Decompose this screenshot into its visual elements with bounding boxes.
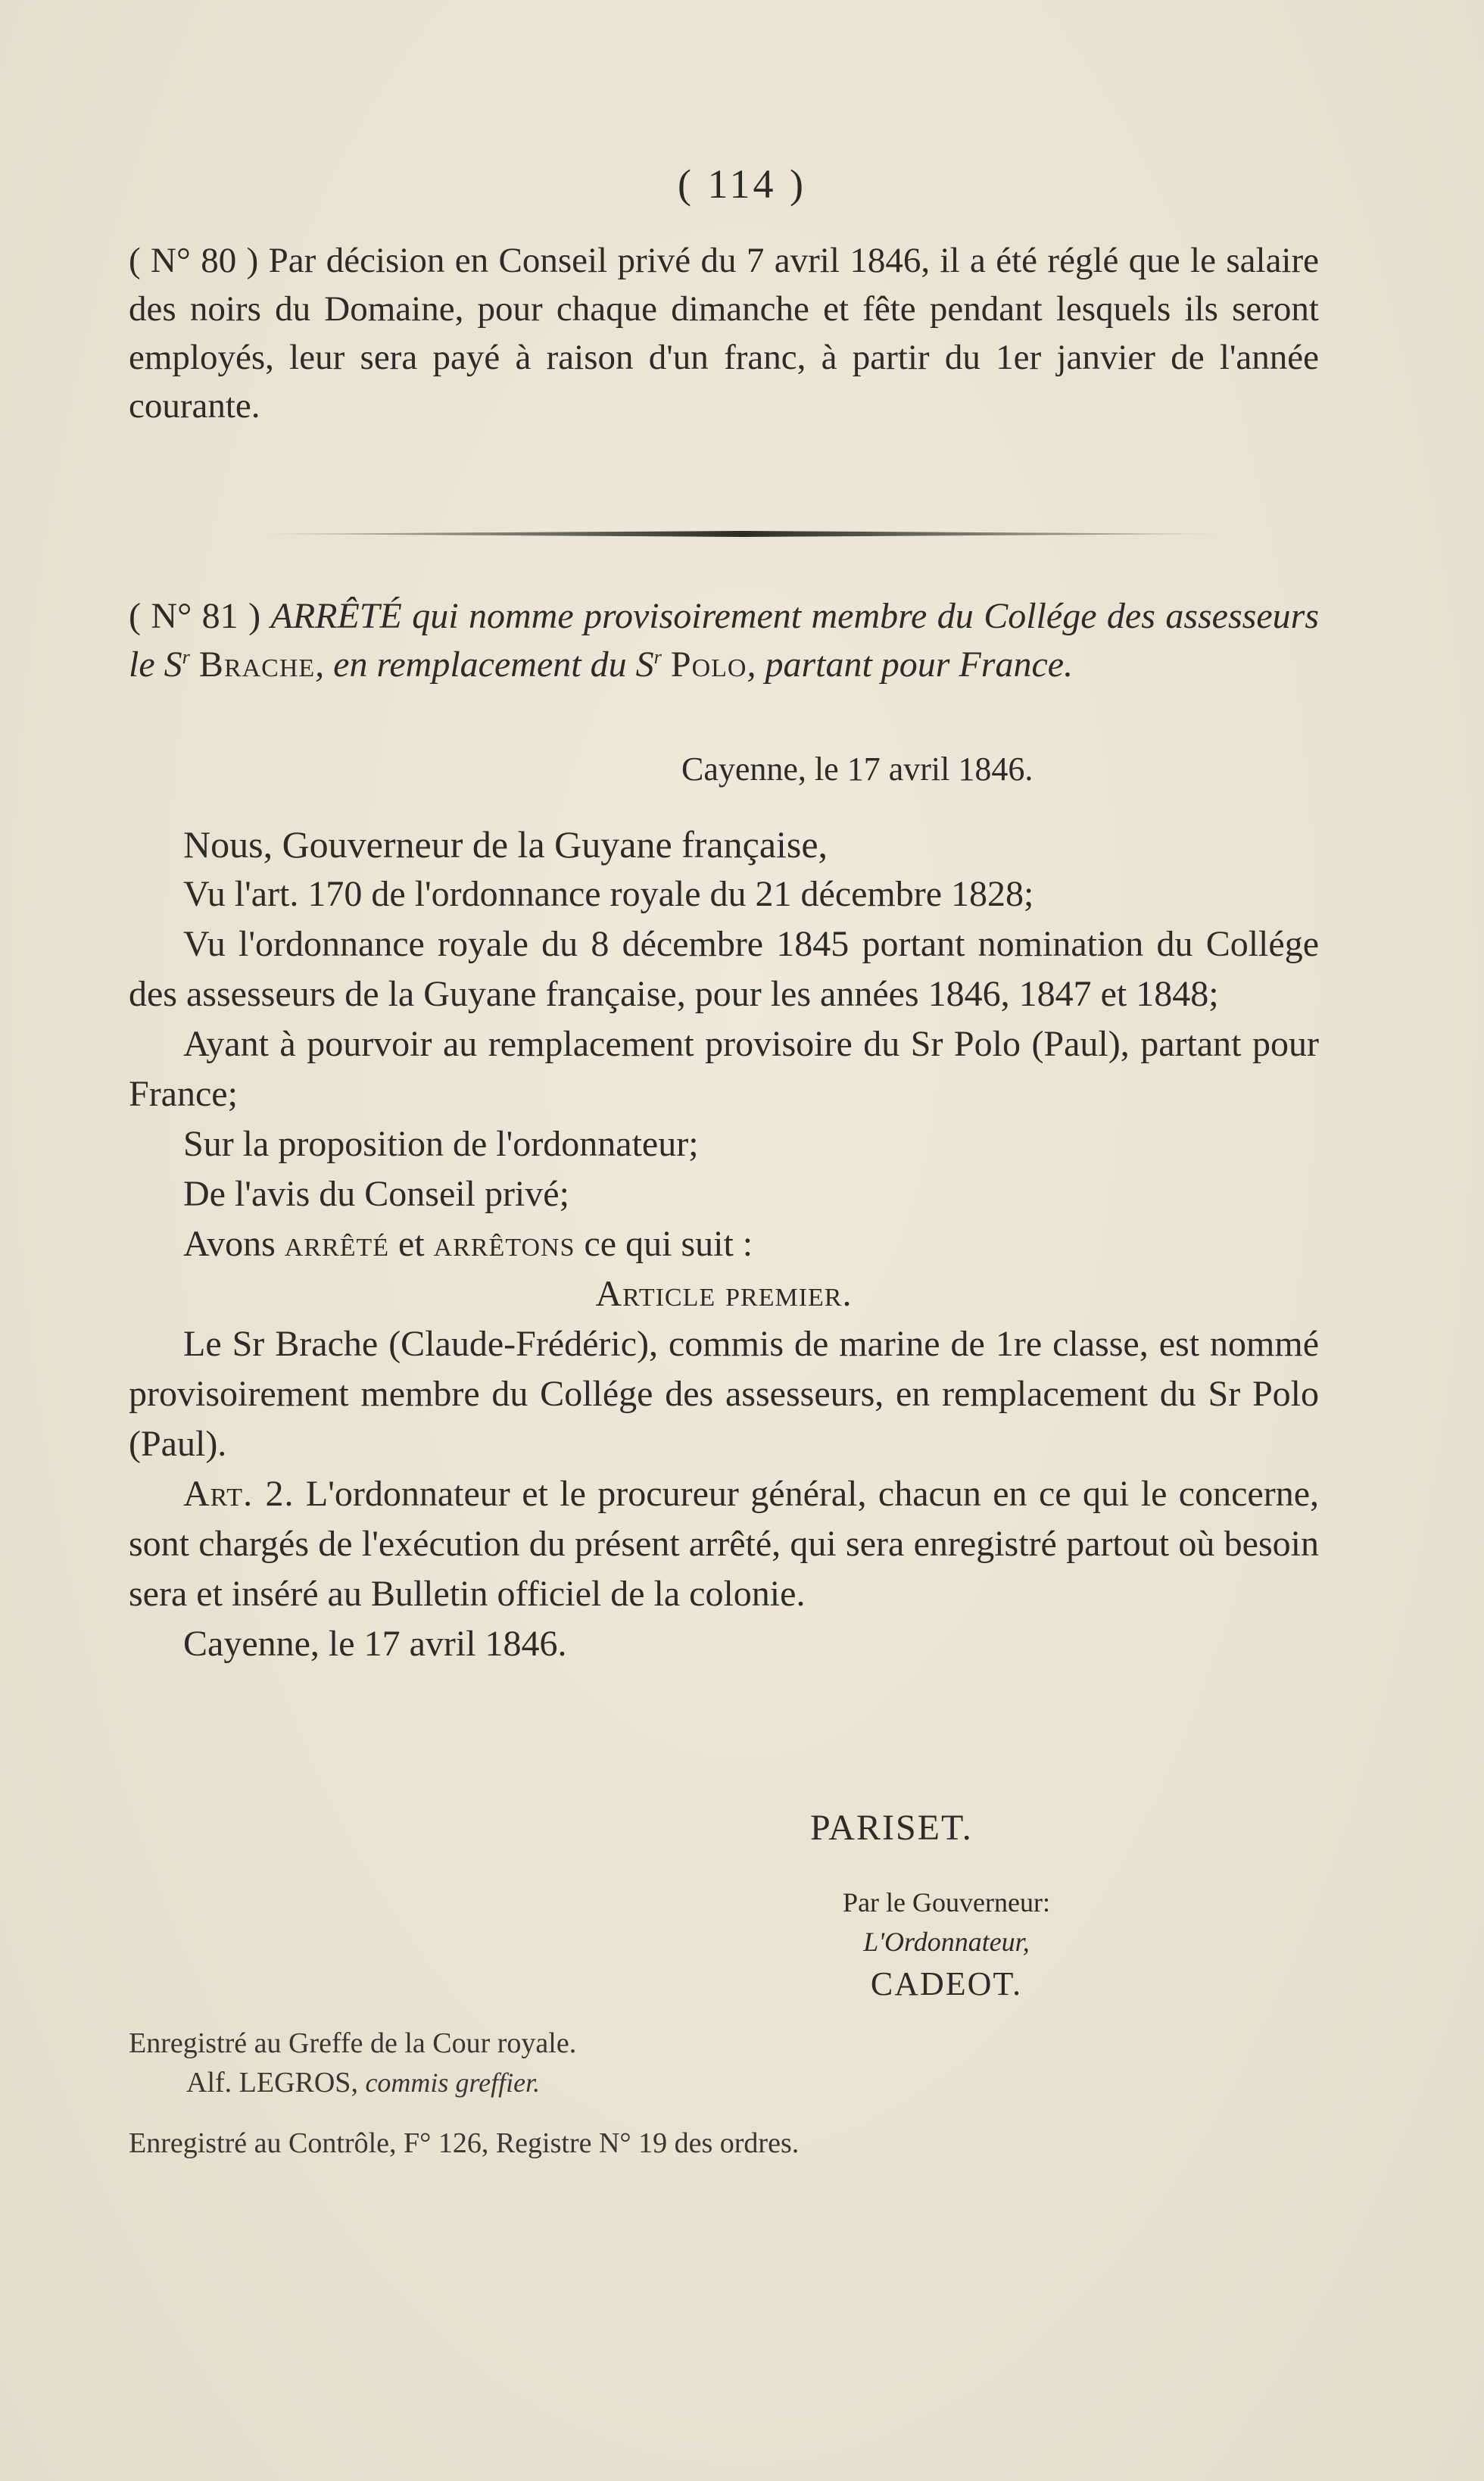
arrete-81-heading: ( N° 81 ) ARRÊTÉ qui nomme provisoirement membre du Collége des assesseurs le $S^r$ Brache, en remplacement du $S^r$ Polo, partant pour France. bbox=[129, 596, 1320, 685]
registry-line-3: Enregistré au Contrôle, F° 126, Registre N° 19 des ordres. bbox=[129, 2127, 800, 2159]
registry-line-2: Alf. LEGROS, commis greffier. bbox=[186, 2067, 541, 2099]
decision-80 bbox=[129, 236, 1319, 430]
arrete-title-name2: Polo bbox=[670, 644, 747, 685]
sur-proposition: Sur la proposition de l'ordonnateur; bbox=[183, 1124, 699, 1164]
countersignature bbox=[757, 1883, 1136, 2007]
de-avis: De l'avis du Conseil privé; bbox=[183, 1174, 569, 1214]
countersigner-name: CADEOT. bbox=[870, 1965, 1023, 2002]
vu-1: Vu l'art. 170 de l'ordonnance royale du 21 décembre 1828; bbox=[183, 874, 1034, 914]
arrete-81-body bbox=[129, 819, 1319, 1669]
arrete-date: Cayenne, le 17 avril 1846. bbox=[681, 751, 1034, 788]
arrete-title-name1: Brache bbox=[198, 644, 316, 685]
ordonnateur-role: L'Ordonnateur, bbox=[863, 1927, 1030, 1957]
governor-signature: PARISET. bbox=[810, 1808, 973, 1848]
closing-date: Cayenne, le 17 avril 1846. bbox=[183, 1624, 567, 1664]
arrete-title-part1: ARRÊTÉ qui nomme provisoirement membre du Collége des assesseurs le S bbox=[129, 596, 1320, 685]
article-2: Art. 2. L'ordonnateur et le procureur général, chacun en ce qui le concerne, sont chargés de l'exécution du présent arrêté, qui sera enregistré partout où besoin sera et inséré au Bulletin officiel de la colonie. bbox=[129, 1474, 1319, 1614]
ayant: Ayant à pourvoir au remplacement provisoire du Sr Polo (Paul), partant pour France; bbox=[129, 1024, 1319, 1114]
arrete-number: ( N° 81 ) bbox=[129, 596, 261, 636]
page-number: ( 114 ) bbox=[678, 161, 806, 207]
registry-line-1: Enregistré au Greffe de la Cour royale. bbox=[129, 2027, 577, 2059]
arrete-title-part2: , en remplacement du S bbox=[315, 644, 654, 685]
decision-80-text: ( N° 80 ) Par décision en Conseil privé du 7 avril 1846, il a été réglé que le salaire des noirs du Domaine, pour chaque dimanche et fête pendant lesquels ils seront employés, leur sera payé à raison d'un franc, à partir du 1er janvier de l'année courante. bbox=[129, 241, 1319, 426]
article-1: Le Sr Brache (Claude-Frédéric), commis de marine de 1re classe, est nommé provisoirement membre du Collége des assesseurs, en remplacement du Sr Polo (Paul). bbox=[129, 1324, 1319, 1464]
avons-arrete: Avons arrêté et arrêtons ce qui suit : bbox=[183, 1224, 753, 1264]
registry-notes bbox=[129, 2024, 1264, 2163]
by-line: Par le Gouverneur: bbox=[843, 1887, 1050, 1918]
vu-2: Vu l'ordonnance royale du 8 décembre 1845 portant nomination du Collége des assesseurs de la Guyane française, pour les années 1846, 1847 et 1848; bbox=[129, 924, 1319, 1014]
arrete-title-part3: , partant pour France. bbox=[747, 644, 1074, 685]
section-divider bbox=[265, 530, 1219, 538]
article-title: Article premier. bbox=[595, 1274, 853, 1314]
preamble: Nous, Gouverneur de la Guyane française, bbox=[183, 823, 828, 866]
